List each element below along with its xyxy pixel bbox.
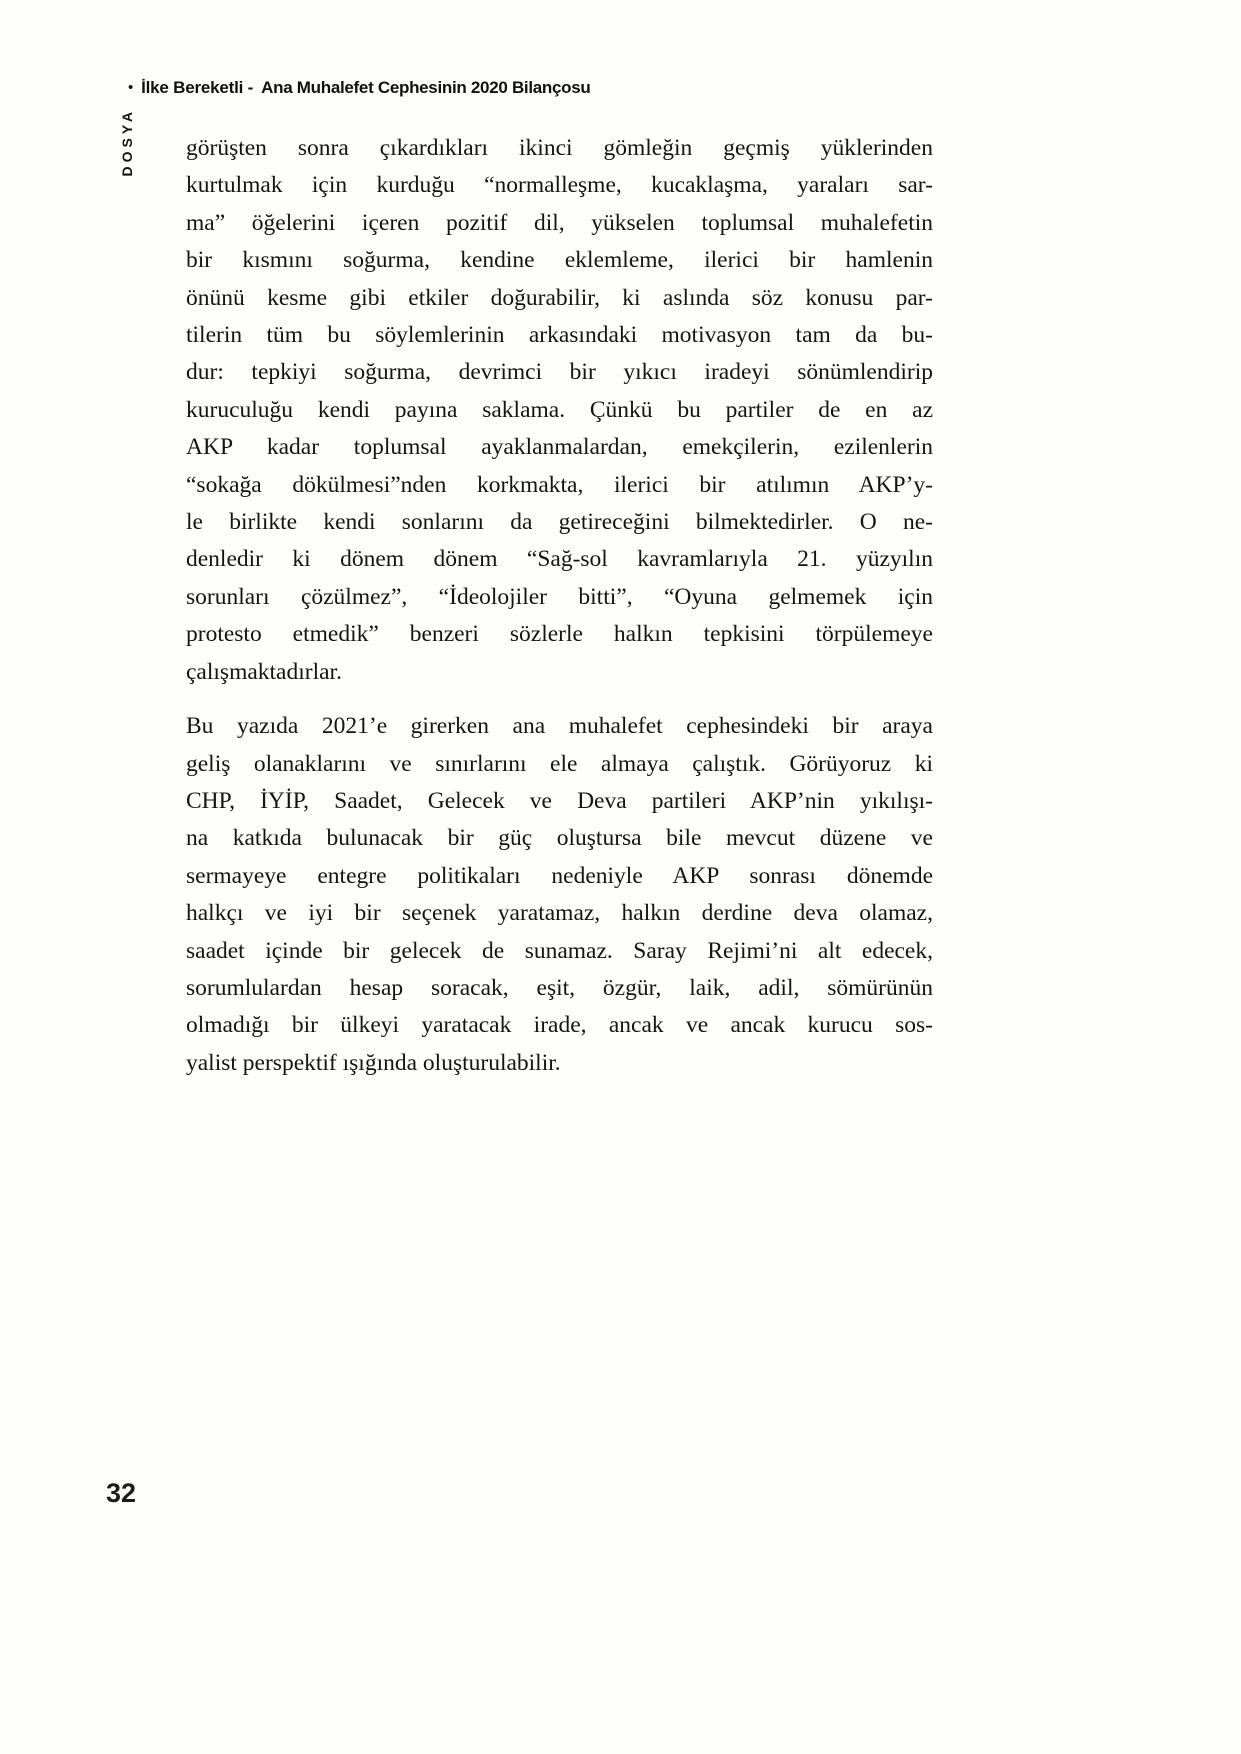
paragraph-line: saadet içinde bir gelecek de sunamaz. Saray Rejimi’ni alt edecek, [186,937,933,964]
paragraph [186,708,933,1082]
paragraph-line: geliş olanaklarını ve sınırlarını ele almaya çalıştık. Görüyoruz ki [186,750,933,777]
paragraph-line: dur: tepkiyi soğurma, devrimci bir yıkıcı iradeyi sönümlendirip [186,359,933,386]
paragraph-line: Bu yazıda 2021’e girerken ana muhalefet cephesindeki bir araya [186,713,933,740]
paragraph-line: denledir ki dönem dönem “Sağ-sol kavramlarıyla 21. yüzyılın [186,546,933,573]
header-article-title: Ana Muhalefet Cephesinin 2020 Bilançosu [261,78,591,97]
paragraph-line: sorunları çözülmez”, “İdeolojiler bitti”, “Oyuna gelmemek için [186,583,933,610]
paragraph-line: görüşten sonra çıkardıkları ikinci gömleğin geçmiş yüklerinden [186,135,933,161]
paragraph-line: sermayeye entegre politikaları nedeniyle AKP sonrası dönemde [186,862,933,889]
bullet-icon: • [128,79,134,96]
paragraph-line: halkçı ve iyi bir seçenek yaratamaz, halkın derdine deva olamaz, [186,900,933,927]
paragraph-line: “sokağa dökülmesi”nden korkmakta, ilerici bir atılımın AKP’y- [186,471,933,498]
page-number: 32 [106,1478,137,1508]
paragraph-line: na katkıda bulunacak bir güç oluştursa bile mevcut düzene ve [186,825,933,852]
paragraph-line: kuruculuğu kendi payına saklama. Çünkü bu partiler de en az [186,396,933,423]
paragraph-line: önünü kesme gibi etkiler doğurabilir, ki aslında söz konusu par- [186,284,933,311]
paragraph [186,130,933,691]
paragraph-line: bir kısmını soğurma, kendine eklemleme, ilerici bir hamlenin [186,247,933,274]
paragraph-line: CHP, İYİP, Saadet, Gelecek ve Deva partileri AKP’nin yıkılışı- [186,787,933,814]
article-body [186,130,933,1082]
page-header [128,78,591,98]
paragraph-line: tilerin tüm bu söylemlerinin arkasındaki motivasyon tam da bu- [186,322,933,349]
paragraph-line: sorumlulardan hesap soracak, eşit, özgür, laik, adil, sömürünün [186,974,933,1001]
paragraph-line: çalışmaktadırlar. [186,658,342,685]
paragraph-line: kurtulmak için kurduğu “normalleşme, kucaklaşma, yaraları sar- [186,172,933,199]
paragraph-line: protesto etmedik” benzeri sözlerle halkın tepkisini törpülemeye [186,621,933,648]
paragraph-line: olmadığı bir ülkeyi yaratacak irade, ancak ve ancak kurucu sos- [186,1012,933,1039]
section-label-dosya: DOSYA [119,108,135,177]
paragraph-line: le birlikte kendi sonlarını da getireceğini bilmektedirler. O ne- [186,509,933,536]
paragraph-line: ma” öğelerini içeren pozitif dil, yükselen toplumsal muhalefetin [186,209,933,236]
header-author: İlke Bereketli - [141,78,254,97]
paragraph-line: yalist perspektif ışığında oluşturulabilir. [186,1049,561,1076]
paragraph-line: AKP kadar toplumsal ayaklanmalardan, emekçilerin, ezilenlerin [186,434,933,461]
